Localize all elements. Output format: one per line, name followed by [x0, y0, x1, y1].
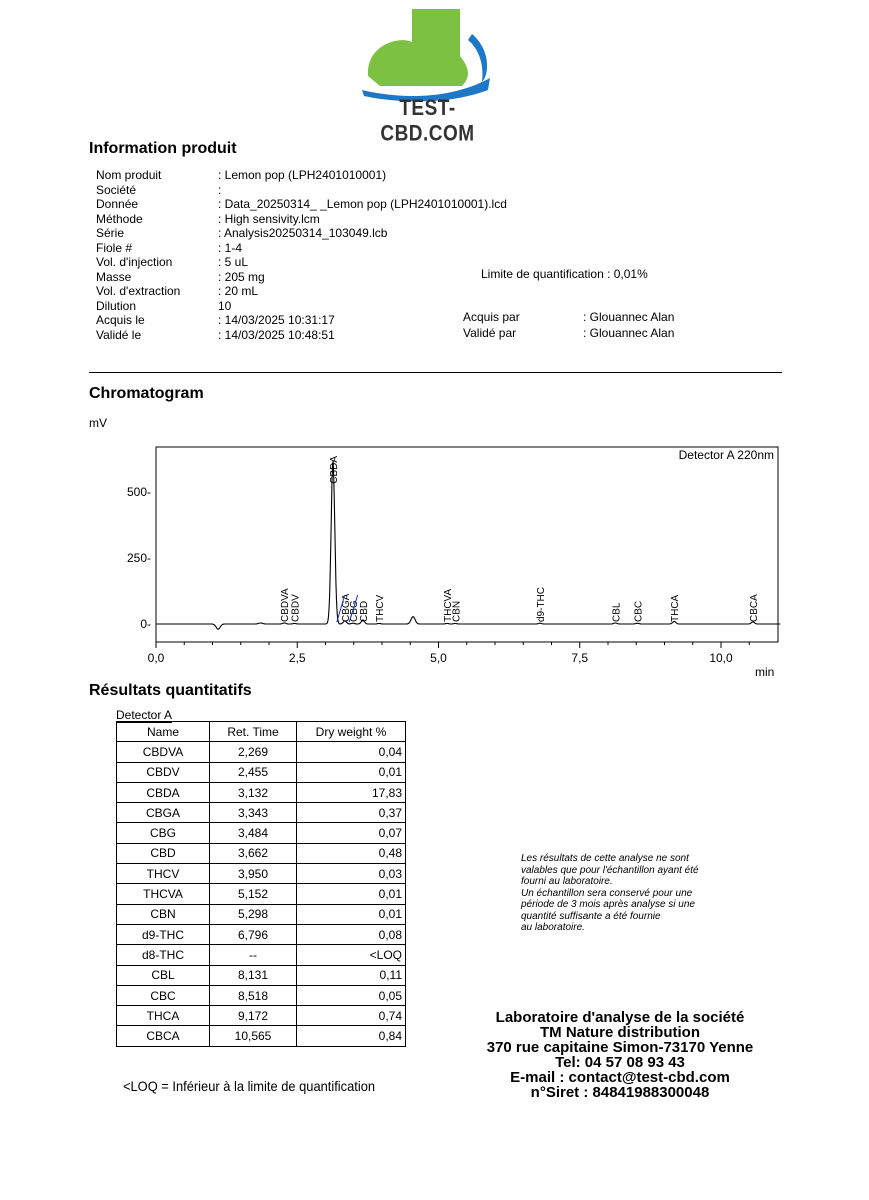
cell-name: CBDV — [117, 762, 210, 782]
cell-ret-time: 9,172 — [210, 1006, 297, 1026]
cell-name: CBN — [117, 904, 210, 924]
lab-info — [455, 1010, 785, 1100]
lab-line: n°Siret : 84841988300048 — [530, 1084, 710, 1101]
lab-line: Laboratoire d'analyse de la société — [495, 1009, 745, 1026]
peak-label: CBDA — [328, 456, 340, 484]
info-value: : 14/03/2025 10:48:51 — [218, 327, 335, 342]
y-tick-label: 500- — [126, 485, 151, 499]
valide-par-value: : Glouannec Alan — [583, 326, 675, 340]
table-row — [117, 742, 406, 762]
table-row — [117, 904, 406, 924]
disclaimer-line: fourni au laboratoire. — [521, 876, 613, 887]
peak-label-thca — [670, 594, 681, 622]
info-value: : Lemon pop (LPH2401010001) — [218, 168, 387, 182]
info-value: 10 — [218, 298, 232, 313]
table-row — [117, 985, 406, 1005]
info-label: Société — [96, 182, 137, 197]
x-tick-label: 10,0 — [709, 651, 733, 665]
info-label: Vol. d'injection — [96, 255, 173, 269]
peak-label: CBCA — [748, 594, 760, 622]
disclaimer — [521, 853, 699, 934]
peak-label-cbc — [633, 601, 644, 622]
cell-ret-time: 3,484 — [210, 823, 297, 843]
info-label: Vol. d'extraction — [96, 284, 181, 298]
info-label: Série — [96, 226, 125, 240]
peak-label: CBG — [348, 600, 360, 622]
y-tick-label: 250- — [126, 551, 151, 565]
cell-dry-weight: 0,08 — [297, 924, 406, 944]
peak-label: THCVA — [443, 588, 455, 622]
disclaimer-line: Les résultats de cette analyse ne sont — [521, 853, 689, 864]
cell-dry-weight: 0,04 — [297, 742, 406, 762]
cell-ret-time: 2,455 — [210, 762, 297, 782]
lab-line: E-mail : contact@test-cbd.com — [510, 1069, 730, 1086]
cell-dry-weight: 0,37 — [297, 803, 406, 823]
info-label: Méthode — [96, 211, 143, 226]
table-row — [117, 782, 406, 802]
peak-label-cbda — [329, 456, 340, 484]
table-row — [117, 823, 406, 843]
info-value: : — [218, 182, 222, 197]
info-value: : 205 mg — [218, 269, 265, 284]
cell-dry-weight: 0,74 — [297, 1006, 406, 1026]
cell-ret-time: 8,518 — [210, 985, 297, 1005]
cell-ret-time: 5,298 — [210, 904, 297, 924]
table-row — [117, 945, 406, 965]
info-label: Dilution — [96, 298, 137, 313]
disclaimer-line: valables que pour l'échantillon ayant été — [521, 864, 699, 876]
disclaimer-line: quantité suffisante a été fournie — [521, 910, 661, 922]
results-detector: Detector A — [116, 708, 173, 722]
peak-label: THCV — [375, 594, 387, 622]
disclaimer-line: au laboratoire. — [521, 922, 585, 933]
table-header-row — [117, 722, 406, 742]
table-row — [117, 803, 406, 823]
lab-line: Tel: 04 57 08 93 43 — [555, 1054, 685, 1071]
col-ret-time: Ret. Time — [210, 722, 297, 742]
cell-ret-time: 3,132 — [210, 782, 297, 802]
cell-dry-weight: 0,01 — [297, 762, 406, 782]
x-tick-label: 5,0 — [430, 651, 447, 665]
valide-par-label: Validé par — [463, 326, 517, 340]
cell-dry-weight: 0,11 — [297, 965, 406, 985]
cell-ret-time: 3,343 — [210, 803, 297, 823]
loq-limit: Limite de quantification : 0,01% — [481, 267, 648, 281]
info-value: : 14/03/2025 10:31:17 — [218, 313, 335, 327]
info-value: : 20 mL — [218, 284, 259, 298]
cell-dry-weight: 0,01 — [297, 884, 406, 904]
cell-dry-weight: 0,48 — [297, 843, 406, 863]
loq-note: <LOQ = Inférieur à la limite de quantification — [123, 1078, 376, 1094]
cell-ret-time: 6,796 — [210, 924, 297, 944]
cell-dry-weight: 0,01 — [297, 904, 406, 924]
info-value: : High sensivity.lcm — [218, 211, 320, 226]
cell-ret-time: 2,269 — [210, 742, 297, 762]
chromatogram-trace — [156, 461, 780, 630]
cell-name: d8-THC — [117, 945, 210, 965]
detector-label: Detector A 220nm — [678, 448, 774, 462]
y-axis-unit: mV — [89, 416, 107, 430]
info-label: Acquis le — [96, 313, 145, 327]
table-row — [117, 1006, 406, 1026]
peak-label: THCA — [670, 594, 682, 622]
disclaimer-line: période de 3 mois après analyse si une — [521, 899, 695, 910]
x-tick-label: 0,0 — [147, 651, 165, 665]
cell-name: d9-THC — [117, 924, 210, 944]
table-row — [117, 864, 406, 884]
x-tick-label: 2,5 — [288, 651, 306, 665]
peak-label-d9-thc — [536, 587, 547, 622]
cell-name: CBDA — [117, 782, 210, 802]
peak-label: CBC — [633, 600, 645, 622]
cell-ret-time: 3,662 — [210, 843, 297, 863]
info-label: Donnée — [96, 197, 139, 211]
x-tick-label: 7,5 — [571, 651, 589, 665]
table-row — [117, 884, 406, 904]
disclaimer-line: Un échantillon sera conservé pour une — [521, 887, 693, 899]
lab-line: 370 rue capitaine Simon-73170 Yenne — [486, 1039, 754, 1056]
cell-dry-weight: <LOQ — [297, 945, 406, 965]
peak-label: CBL — [611, 602, 623, 622]
results-table — [116, 721, 406, 1047]
peak-label-cbdv — [291, 594, 302, 622]
x-axis-unit: min — [755, 665, 775, 679]
cell-name: CBCA — [117, 1026, 210, 1046]
chromatogram-title: Chromatogram — [89, 385, 204, 402]
info-value: : Data_20250314_ _Lemon pop (LPH2401010001).lcd — [218, 197, 507, 211]
peak-label: d9-THC — [535, 586, 547, 622]
cell-name: CBD — [117, 843, 210, 863]
cell-name: CBC — [117, 985, 210, 1005]
table-row — [117, 762, 406, 782]
peak-label-cbca — [749, 594, 760, 622]
acquis-par-label: Acquis par — [463, 310, 520, 324]
cell-dry-weight: 0,07 — [297, 823, 406, 843]
cell-name: THCV — [117, 864, 210, 884]
peak-label-cbd — [359, 601, 370, 622]
peak-label: CBD — [358, 600, 370, 622]
info-value: : Analysis20250314_103049.lcb — [218, 226, 388, 240]
cell-name: CBG — [117, 823, 210, 843]
cell-ret-time: 3,950 — [210, 864, 297, 884]
table-row — [117, 1026, 406, 1046]
results-title: Résultats quantitatifs — [89, 682, 252, 699]
cell-name: CBL — [117, 965, 210, 985]
logo-text: TEST-CBD.COM — [380, 96, 475, 147]
plot-frame — [156, 447, 778, 642]
cell-name: THCA — [117, 1006, 210, 1026]
info-label: Fiole # — [96, 240, 133, 255]
info-label: Masse — [96, 269, 132, 284]
cell-dry-weight: 0,03 — [297, 864, 406, 884]
acquis-par-value: : Glouannec Alan — [583, 310, 675, 324]
y-tick-label: 0- — [140, 617, 151, 631]
table-row — [117, 965, 406, 985]
info-title: Information produit — [89, 140, 237, 157]
cell-ret-time: 8,131 — [210, 965, 297, 985]
col-dry-weight: Dry weight % — [297, 722, 406, 742]
cell-name: THCVA — [117, 884, 210, 904]
col-name: Name — [117, 722, 210, 742]
info-value: : 5 uL — [218, 255, 249, 269]
cell-dry-weight: 17,83 — [297, 782, 406, 802]
peak-label-cbl — [611, 602, 622, 622]
cell-dry-weight: 0,05 — [297, 985, 406, 1005]
lab-line: TM Nature distribution — [540, 1024, 700, 1041]
info-label: Validé le — [96, 327, 142, 342]
peak-label: CBN — [451, 600, 463, 622]
cell-dry-weight: 0,84 — [297, 1026, 406, 1046]
cell-name: CBDVA — [117, 742, 210, 762]
peak-label-thcv — [375, 594, 386, 622]
peak-label: CBGA — [340, 593, 352, 622]
cell-name: CBGA — [117, 803, 210, 823]
info-label: Nom produit — [96, 168, 162, 182]
peak-label-cbdva — [280, 588, 291, 622]
table-row — [117, 843, 406, 863]
info-value: : 1-4 — [218, 240, 243, 255]
peak-label-cbn — [451, 601, 462, 622]
table-row — [117, 924, 406, 944]
peak-label: CBDV — [290, 594, 302, 622]
cell-ret-time: -- — [210, 945, 297, 965]
cell-ret-time: 5,152 — [210, 884, 297, 904]
peak-label: CBDVA — [280, 588, 292, 622]
cell-ret-time: 10,565 — [210, 1026, 297, 1046]
